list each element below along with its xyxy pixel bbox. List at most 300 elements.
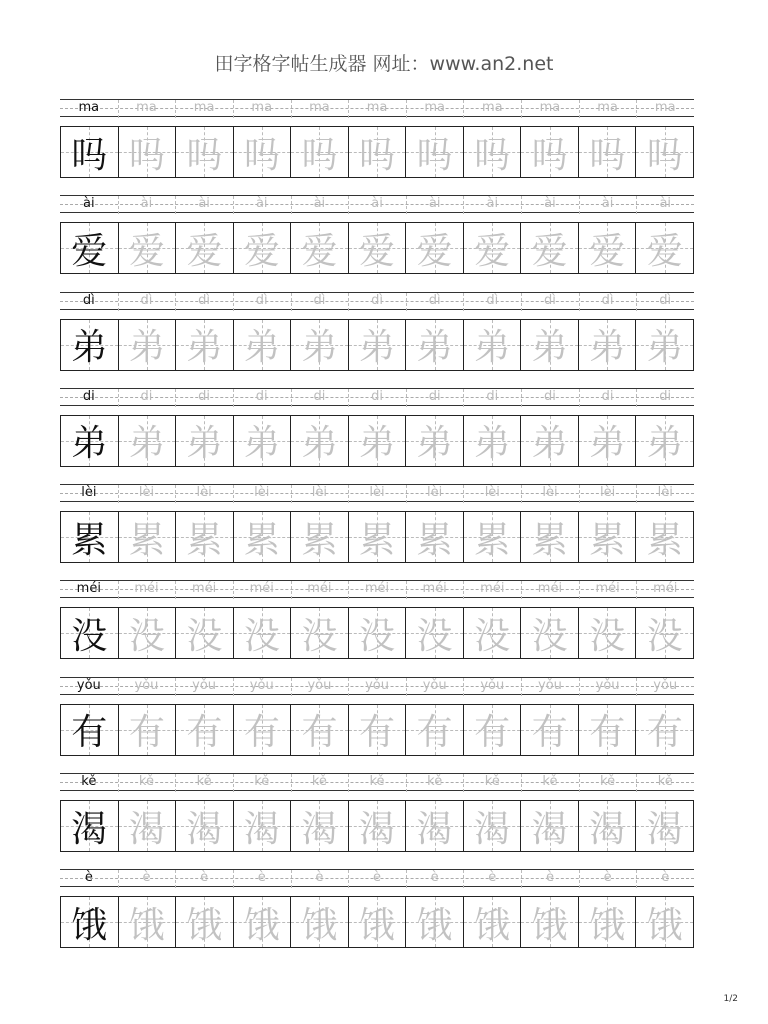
model-character-cell <box>61 705 119 755</box>
pinyin-trace: ài <box>636 196 694 214</box>
trace-character: 渴 <box>416 808 453 850</box>
pinyin-trace: méi <box>348 581 406 599</box>
trace-character: 有 <box>301 712 338 754</box>
trace-character-cell <box>579 223 637 273</box>
practice-row <box>60 96 694 192</box>
pinyin-trace: è <box>463 870 521 888</box>
trace-character-cell <box>234 705 292 755</box>
trace-character: 弟 <box>531 423 568 465</box>
trace-character-cell <box>234 897 292 947</box>
trace-character: 爱 <box>646 230 683 272</box>
trace-character: 饿 <box>359 904 396 946</box>
trace-character: 饿 <box>474 904 511 946</box>
trace-character: 没 <box>128 615 165 657</box>
pinyin-label: ài <box>83 196 95 212</box>
trace-character-cell <box>406 705 464 755</box>
trace-character-cell <box>464 416 522 466</box>
pinyin-label: méi <box>76 581 101 597</box>
practice-sheet <box>60 96 694 963</box>
trace-character: 弟 <box>646 327 683 369</box>
trace-character-cell <box>176 512 234 562</box>
trace-character-cell <box>234 512 292 562</box>
pinyin-trace: dì <box>636 293 694 311</box>
pinyin-trace: dì <box>406 293 464 311</box>
trace-character-cell <box>176 127 234 177</box>
trace-character-cell <box>406 801 464 851</box>
pinyin-guide-band <box>60 99 694 117</box>
trace-character-cell <box>349 897 407 947</box>
pinyin-trace: di <box>636 389 694 407</box>
tianzige-grid <box>60 222 694 274</box>
trace-character: 爱 <box>589 230 626 272</box>
trace-character-cell <box>119 127 177 177</box>
pinyin-trace: kě <box>233 774 291 792</box>
pinyin-trace: ài <box>521 196 579 214</box>
pinyin-trace: méi <box>521 581 579 599</box>
pinyin-label: dì <box>82 292 95 308</box>
pinyin-guide-band <box>60 773 694 791</box>
trace-character-cell <box>521 608 579 658</box>
pinyin-trace: ài <box>348 196 406 214</box>
pinyin-trace: kě <box>348 774 406 792</box>
pinyin-trace: dì <box>463 293 521 311</box>
pinyin-trace: ma <box>118 100 176 118</box>
pinyin-trace: ma <box>348 100 406 118</box>
practice-row <box>60 192 694 288</box>
trace-character: 没 <box>243 615 280 657</box>
pinyin-trace: è <box>291 870 349 888</box>
trace-character: 吗 <box>474 134 511 176</box>
trace-character-cell <box>579 608 637 658</box>
page-title: 田字格字帖生成器 网址：www.an2.net <box>214 53 554 75</box>
trace-character: 有 <box>646 712 683 754</box>
trace-character: 渴 <box>359 808 396 850</box>
trace-character-cell <box>579 416 637 466</box>
model-character-cell <box>61 512 119 562</box>
trace-character: 累 <box>301 519 338 561</box>
trace-character: 有 <box>589 712 626 754</box>
pinyin-trace: yǒu <box>579 678 637 696</box>
trace-character-cell <box>119 608 177 658</box>
trace-character-cell <box>349 127 407 177</box>
trace-character: 弟 <box>474 327 511 369</box>
trace-character: 弟 <box>301 423 338 465</box>
trace-character: 没 <box>531 615 568 657</box>
trace-character: 爱 <box>416 230 453 272</box>
model-character: 弟 <box>71 423 108 465</box>
pinyin-trace: ma <box>636 100 694 118</box>
trace-character: 爱 <box>474 230 511 272</box>
trace-character: 吗 <box>243 134 280 176</box>
trace-character: 累 <box>646 519 683 561</box>
model-character: 没 <box>71 615 108 657</box>
trace-character: 饿 <box>301 904 338 946</box>
trace-character-cell <box>636 608 693 658</box>
trace-character-cell <box>579 512 637 562</box>
trace-character-cell <box>464 897 522 947</box>
trace-character: 吗 <box>531 134 568 176</box>
pinyin-trace: kě <box>118 774 176 792</box>
pinyin-trace: yǒu <box>291 678 349 696</box>
trace-character-cell <box>119 416 177 466</box>
trace-character: 饿 <box>243 904 280 946</box>
trace-character-cell <box>636 897 693 947</box>
trace-character-cell <box>349 801 407 851</box>
trace-character: 弟 <box>359 327 396 369</box>
pinyin-trace: dì <box>521 293 579 311</box>
trace-character-cell <box>521 705 579 755</box>
trace-character-cell <box>119 801 177 851</box>
pinyin-trace: méi <box>579 581 637 599</box>
pinyin-trace: kě <box>175 774 233 792</box>
pinyin-trace: dì <box>118 293 176 311</box>
trace-character: 没 <box>186 615 223 657</box>
trace-character: 饿 <box>589 904 626 946</box>
model-character: 饿 <box>71 904 108 946</box>
practice-row <box>60 481 694 577</box>
trace-character: 弟 <box>243 423 280 465</box>
pinyin-trace: méi <box>636 581 694 599</box>
practice-row <box>60 866 694 962</box>
pinyin-trace: ma <box>463 100 521 118</box>
trace-character: 爱 <box>186 230 223 272</box>
trace-character-cell <box>291 416 349 466</box>
trace-character: 弟 <box>474 423 511 465</box>
trace-character: 弟 <box>589 423 626 465</box>
trace-character-cell <box>464 705 522 755</box>
pinyin-trace: dì <box>175 293 233 311</box>
pinyin-trace: kě <box>636 774 694 792</box>
trace-character: 有 <box>416 712 453 754</box>
model-character-cell <box>61 320 119 370</box>
trace-character: 吗 <box>301 134 338 176</box>
pinyin-trace: ài <box>118 196 176 214</box>
trace-character-cell <box>234 801 292 851</box>
trace-character-cell <box>119 897 177 947</box>
trace-character: 渴 <box>589 808 626 850</box>
trace-character: 没 <box>474 615 511 657</box>
pinyin-trace: méi <box>233 581 291 599</box>
trace-character-cell <box>349 320 407 370</box>
trace-character-cell <box>521 223 579 273</box>
trace-character-cell <box>636 320 693 370</box>
pinyin-trace: dì <box>291 293 349 311</box>
model-character-cell <box>61 127 119 177</box>
trace-character-cell <box>291 705 349 755</box>
trace-character-cell <box>291 897 349 947</box>
pinyin-trace: lèi <box>579 485 637 503</box>
trace-character-cell <box>406 416 464 466</box>
trace-character-cell <box>349 512 407 562</box>
pinyin-trace: yǒu <box>521 678 579 696</box>
trace-character-cell <box>464 223 522 273</box>
model-character-cell <box>61 897 119 947</box>
pinyin-trace: di <box>579 389 637 407</box>
model-character: 弟 <box>71 327 108 369</box>
trace-character: 吗 <box>416 134 453 176</box>
trace-character-cell <box>636 416 693 466</box>
trace-character-cell <box>176 608 234 658</box>
pinyin-trace: è <box>175 870 233 888</box>
model-character: 渴 <box>71 808 108 850</box>
trace-character-cell <box>291 608 349 658</box>
trace-character-cell <box>521 512 579 562</box>
trace-character-cell <box>349 705 407 755</box>
model-character-cell <box>61 801 119 851</box>
pinyin-trace: di <box>463 389 521 407</box>
trace-character: 有 <box>186 712 223 754</box>
trace-character: 有 <box>128 712 165 754</box>
trace-character-cell <box>234 608 292 658</box>
model-character-cell <box>61 608 119 658</box>
trace-character: 饿 <box>186 904 223 946</box>
tianzige-grid <box>60 800 694 852</box>
trace-character-cell <box>464 512 522 562</box>
trace-character: 吗 <box>646 134 683 176</box>
pinyin-trace: lèi <box>291 485 349 503</box>
trace-character-cell <box>406 897 464 947</box>
pinyin-guide-band <box>60 292 694 310</box>
pinyin-trace: ài <box>175 196 233 214</box>
pinyin-guide-band <box>60 869 694 887</box>
pinyin-trace: è <box>406 870 464 888</box>
pinyin-trace: dì <box>233 293 291 311</box>
trace-character-cell <box>349 608 407 658</box>
trace-character: 吗 <box>589 134 626 176</box>
pinyin-trace: kě <box>521 774 579 792</box>
pinyin-label: è <box>84 870 93 886</box>
pinyin-trace: lèi <box>636 485 694 503</box>
pinyin-guide-band <box>60 677 694 695</box>
trace-character-cell <box>176 897 234 947</box>
trace-character-cell <box>521 897 579 947</box>
trace-character: 渴 <box>243 808 280 850</box>
pinyin-trace: yǒu <box>118 678 176 696</box>
trace-character: 没 <box>416 615 453 657</box>
trace-character-cell <box>464 127 522 177</box>
trace-character: 有 <box>531 712 568 754</box>
tianzige-grid <box>60 319 694 371</box>
pinyin-trace: yǒu <box>233 678 291 696</box>
pinyin-trace: yǒu <box>636 678 694 696</box>
pinyin-trace: lèi <box>406 485 464 503</box>
trace-character-cell <box>291 223 349 273</box>
pinyin-guide-band <box>60 388 694 406</box>
trace-character-cell <box>521 320 579 370</box>
pinyin-trace: di <box>233 389 291 407</box>
pinyin-label: ma <box>78 100 100 115</box>
pinyin-trace: è <box>233 870 291 888</box>
model-character: 吗 <box>71 134 108 176</box>
pinyin-label: kě <box>81 774 97 790</box>
trace-character-cell <box>349 223 407 273</box>
trace-character-cell <box>119 223 177 273</box>
pinyin-trace: lèi <box>348 485 406 503</box>
model-character-cell <box>61 223 119 273</box>
pinyin-trace: méi <box>175 581 233 599</box>
trace-character-cell <box>406 512 464 562</box>
model-character: 爱 <box>71 230 108 272</box>
trace-character-cell <box>464 801 522 851</box>
pinyin-trace: kě <box>406 774 464 792</box>
trace-character-cell <box>176 801 234 851</box>
trace-character-cell <box>349 416 407 466</box>
pinyin-trace: kě <box>291 774 349 792</box>
pinyin-trace: méi <box>463 581 521 599</box>
trace-character-cell <box>636 801 693 851</box>
pinyin-trace: ma <box>175 100 233 118</box>
pinyin-trace: è <box>579 870 637 888</box>
trace-character-cell <box>579 127 637 177</box>
trace-character: 累 <box>589 519 626 561</box>
pinyin-trace: lèi <box>233 485 291 503</box>
trace-character-cell <box>234 320 292 370</box>
pinyin-trace: méi <box>406 581 464 599</box>
trace-character: 吗 <box>186 134 223 176</box>
tianzige-grid <box>60 126 694 178</box>
pinyin-trace: yǒu <box>406 678 464 696</box>
pinyin-trace: kě <box>463 774 521 792</box>
trace-character: 没 <box>646 615 683 657</box>
trace-character: 累 <box>531 519 568 561</box>
trace-character: 爱 <box>128 230 165 272</box>
trace-character: 弟 <box>301 327 338 369</box>
trace-character-cell <box>176 416 234 466</box>
trace-character: 没 <box>301 615 338 657</box>
trace-character: 累 <box>186 519 223 561</box>
trace-character: 没 <box>589 615 626 657</box>
trace-character: 弟 <box>416 423 453 465</box>
tianzige-grid <box>60 511 694 563</box>
pinyin-trace: di <box>348 389 406 407</box>
trace-character: 爱 <box>531 230 568 272</box>
trace-character: 累 <box>128 519 165 561</box>
practice-row <box>60 577 694 673</box>
trace-character: 吗 <box>359 134 396 176</box>
pinyin-trace: lèi <box>175 485 233 503</box>
trace-character: 饿 <box>646 904 683 946</box>
trace-character: 爱 <box>359 230 396 272</box>
pinyin-label: yǒu <box>76 677 101 693</box>
tianzige-grid <box>60 896 694 948</box>
trace-character-cell <box>579 705 637 755</box>
trace-character-cell <box>119 320 177 370</box>
pinyin-trace: è <box>521 870 579 888</box>
trace-character-cell <box>234 416 292 466</box>
trace-character: 有 <box>243 712 280 754</box>
pinyin-trace: di <box>118 389 176 407</box>
practice-row <box>60 385 694 481</box>
pinyin-trace: dì <box>579 293 637 311</box>
trace-character-cell <box>176 705 234 755</box>
trace-character: 爱 <box>243 230 280 272</box>
trace-character: 渴 <box>128 808 165 850</box>
trace-character: 弟 <box>416 327 453 369</box>
pinyin-trace: è <box>636 870 694 888</box>
pinyin-trace: di <box>175 389 233 407</box>
pinyin-trace: méi <box>118 581 176 599</box>
trace-character-cell <box>234 223 292 273</box>
practice-row <box>60 770 694 866</box>
trace-character: 弟 <box>186 423 223 465</box>
pinyin-label: di <box>82 388 95 404</box>
trace-character-cell <box>176 223 234 273</box>
trace-character: 有 <box>359 712 396 754</box>
trace-character: 渴 <box>646 808 683 850</box>
trace-character-cell <box>464 320 522 370</box>
trace-character: 累 <box>359 519 396 561</box>
pinyin-trace: è <box>118 870 176 888</box>
pinyin-guide-band <box>60 195 694 213</box>
model-character: 有 <box>71 712 108 754</box>
trace-character: 弟 <box>186 327 223 369</box>
pinyin-trace: ài <box>233 196 291 214</box>
tianzige-grid <box>60 704 694 756</box>
trace-character-cell <box>406 320 464 370</box>
tianzige-grid <box>60 415 694 467</box>
trace-character: 吗 <box>128 134 165 176</box>
trace-character-cell <box>406 127 464 177</box>
pinyin-trace: di <box>291 389 349 407</box>
trace-character-cell <box>636 512 693 562</box>
trace-character-cell <box>291 127 349 177</box>
trace-character-cell <box>464 608 522 658</box>
trace-character: 渴 <box>474 808 511 850</box>
trace-character: 弟 <box>646 423 683 465</box>
trace-character: 渴 <box>301 808 338 850</box>
pinyin-trace: yǒu <box>175 678 233 696</box>
trace-character-cell <box>579 320 637 370</box>
pinyin-trace: ài <box>579 196 637 214</box>
trace-character: 弟 <box>589 327 626 369</box>
pinyin-trace: yǒu <box>463 678 521 696</box>
pinyin-trace: ma <box>521 100 579 118</box>
trace-character-cell <box>291 512 349 562</box>
trace-character: 累 <box>474 519 511 561</box>
trace-character-cell <box>119 512 177 562</box>
trace-character: 累 <box>416 519 453 561</box>
model-character-cell <box>61 416 119 466</box>
pinyin-trace: méi <box>291 581 349 599</box>
trace-character: 弟 <box>243 327 280 369</box>
trace-character: 饿 <box>128 904 165 946</box>
trace-character-cell <box>636 127 693 177</box>
trace-character-cell <box>291 801 349 851</box>
trace-character: 没 <box>359 615 396 657</box>
trace-character: 累 <box>243 519 280 561</box>
trace-character: 饿 <box>416 904 453 946</box>
trace-character-cell <box>119 705 177 755</box>
trace-character-cell <box>579 897 637 947</box>
trace-character-cell <box>521 127 579 177</box>
pinyin-guide-band <box>60 484 694 502</box>
pinyin-trace: ma <box>406 100 464 118</box>
pinyin-guide-band <box>60 580 694 598</box>
practice-row <box>60 289 694 385</box>
trace-character-cell <box>579 801 637 851</box>
pinyin-trace: lèi <box>521 485 579 503</box>
trace-character-cell <box>521 801 579 851</box>
pinyin-trace: dì <box>348 293 406 311</box>
pinyin-trace: di <box>406 389 464 407</box>
trace-character: 饿 <box>531 904 568 946</box>
pinyin-trace: ma <box>291 100 349 118</box>
trace-character-cell <box>636 705 693 755</box>
trace-character: 弟 <box>359 423 396 465</box>
trace-character-cell <box>234 127 292 177</box>
trace-character-cell <box>406 223 464 273</box>
pinyin-trace: lèi <box>463 485 521 503</box>
